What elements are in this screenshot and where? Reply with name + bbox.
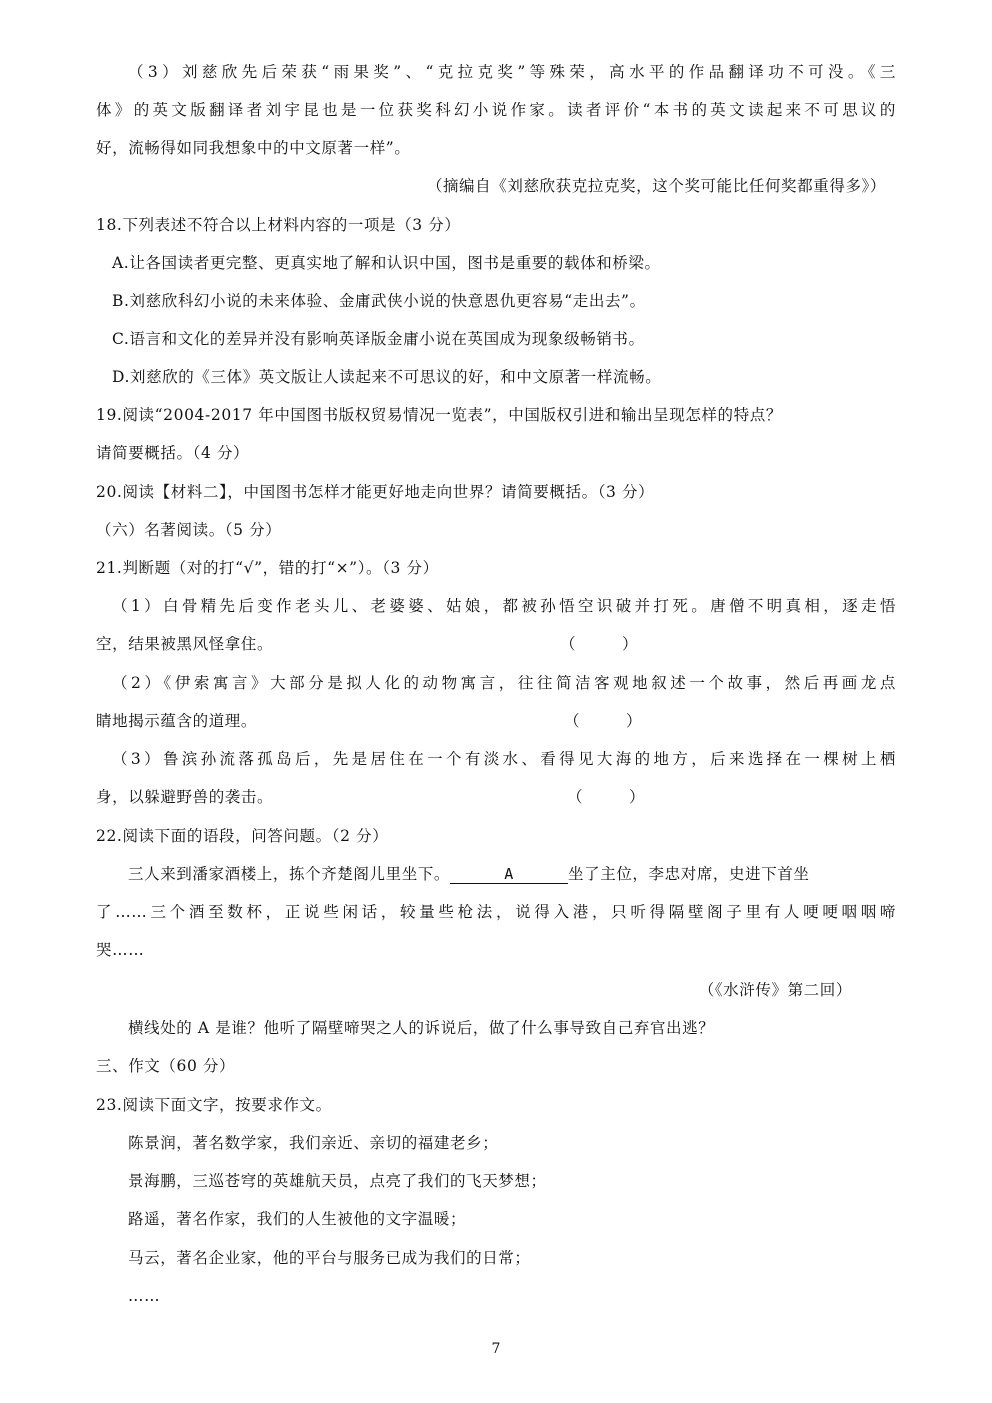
answer-paren[interactable]: （ ） <box>564 712 642 730</box>
option-d: D.刘慈欣的《三体》英文版让人读起来不可思议的好，和中文原著一样流畅。 <box>112 368 662 386</box>
prompt-line: 陈景润，著名数学家，我们亲近、亲切的福建老乡； <box>128 1134 499 1152</box>
option-c: C.语言和文化的差异并没有影响英译版金庸小说在英国成为现象级畅销书。 <box>112 330 645 348</box>
q21-item-1-line2: 空，结果被黑风怪拿住。 <box>96 635 274 653</box>
prompt-line: 路遥，著名作家，我们的人生被他的文字温暖； <box>128 1210 467 1228</box>
q21-item-3-line2: 身，以躲避野兽的袭击。 <box>96 788 274 806</box>
page-number: 7 <box>491 1341 501 1357</box>
question-18-stem: 18.下列表述不符合以上材料内容的一项是（3 分） <box>96 216 461 234</box>
passage-line-3: 哭…… <box>96 941 145 959</box>
answer-paren[interactable]: （ ） <box>567 788 645 806</box>
source-citation: （摘编自《刘慈欣获克拉克奖，这个奖可能比任何奖都重得多》） <box>426 177 886 195</box>
q21-item-1-line1: （1）白骨精先后变作老头儿、老婆婆、姑娘，都被孙悟空识破并打死。唐僧不明真相，逐走悟 <box>112 597 896 615</box>
question-20: 20.阅读【材料二】，中国图书怎样才能更好地走向世界？请简要概括。（3 分） <box>96 483 655 501</box>
option-b: B.刘慈欣科幻小说的未来体验、金庸武侠小说的快意恩仇更容易“走出去”。 <box>112 292 646 310</box>
passage-text: 坐了主位，李忠对席，史进下首坐 <box>568 865 810 883</box>
prompt-line: 景海鹏，三巡苍穹的英雄航天员，点亮了我们的飞天梦想； <box>128 1172 547 1190</box>
q21-item-3-line1: （3）鲁滨孙流落孤岛后，先是居住在一个有淡水、看得见大海的地方，后来选择在一棵树上栖 <box>112 750 896 768</box>
question-19-line1: 19.阅读“2004-2017 年中国图书版权贸易情况一览表”，中国版权引进和输出呈现怎样的特点？ <box>96 406 782 424</box>
answer-paren[interactable]: （ ） <box>560 635 638 653</box>
passage-line-1 <box>128 863 896 885</box>
paragraph-line: 好，流畅得如同我想象中的中文原著一样”。 <box>96 139 411 157</box>
option-a: A.让各国读者更完整、更真实地了解和认识中国，图书是重要的载体和桥梁。 <box>112 254 661 272</box>
question-23-stem: 23.阅读下面文字，按要求作文。 <box>96 1096 332 1114</box>
passage-text: 三人来到潘家酒楼上，拣个齐楚阁儿里坐下。 <box>128 865 451 883</box>
source-citation: （《水浒传》第二回） <box>698 981 852 999</box>
q21-item-2-line2: 睛地揭示蕴含的道理。 <box>96 712 258 730</box>
section-6-title: （六）名著阅读。（5 分） <box>96 521 282 539</box>
passage-line-2: 了……三个酒至数杯，正说些闲话，较量些枪法，说得入港，只听得隔壁阁子里有人哽哽咽咽啼 <box>96 903 896 921</box>
prompt-line: 马云，著名企业家，他的平台与服务已成为我们的日常； <box>128 1249 531 1267</box>
section-3-title: 三、作文（60 分） <box>96 1057 236 1075</box>
prompt-ellipsis: …… <box>128 1287 161 1305</box>
q21-item-2-line1: （2）《伊索寓言》大部分是拟人化的动物寓言，往往简洁客观地叙述一个故事，然后再画龙点 <box>112 674 896 692</box>
question-21-stem: 21.判断题（对的打“√”，错的打“×”）。（3 分） <box>96 559 439 577</box>
question-22-stem: 22.阅读下面的语段，问答问题。（2 分） <box>96 827 389 845</box>
question-19-line2: 请简要概括。（4 分） <box>96 444 250 462</box>
fill-blank-a[interactable]: A <box>450 865 568 884</box>
paragraph-line: 体》的英文版翻译者刘宇昆也是一位获奖科幻小说作家。读者评价“本书的英文读起来不可思议的 <box>96 101 896 119</box>
question-22-prompt: 横线处的 A 是谁？他听了隔壁啼哭之人的诉说后，做了什么事导致自己弃官出逃？ <box>128 1019 715 1037</box>
paragraph-line: （3）刘慈欣先后荣获“雨果奖”、“克拉克奖”等殊荣，高水平的作品翻译功不可没。《三 <box>128 63 896 81</box>
